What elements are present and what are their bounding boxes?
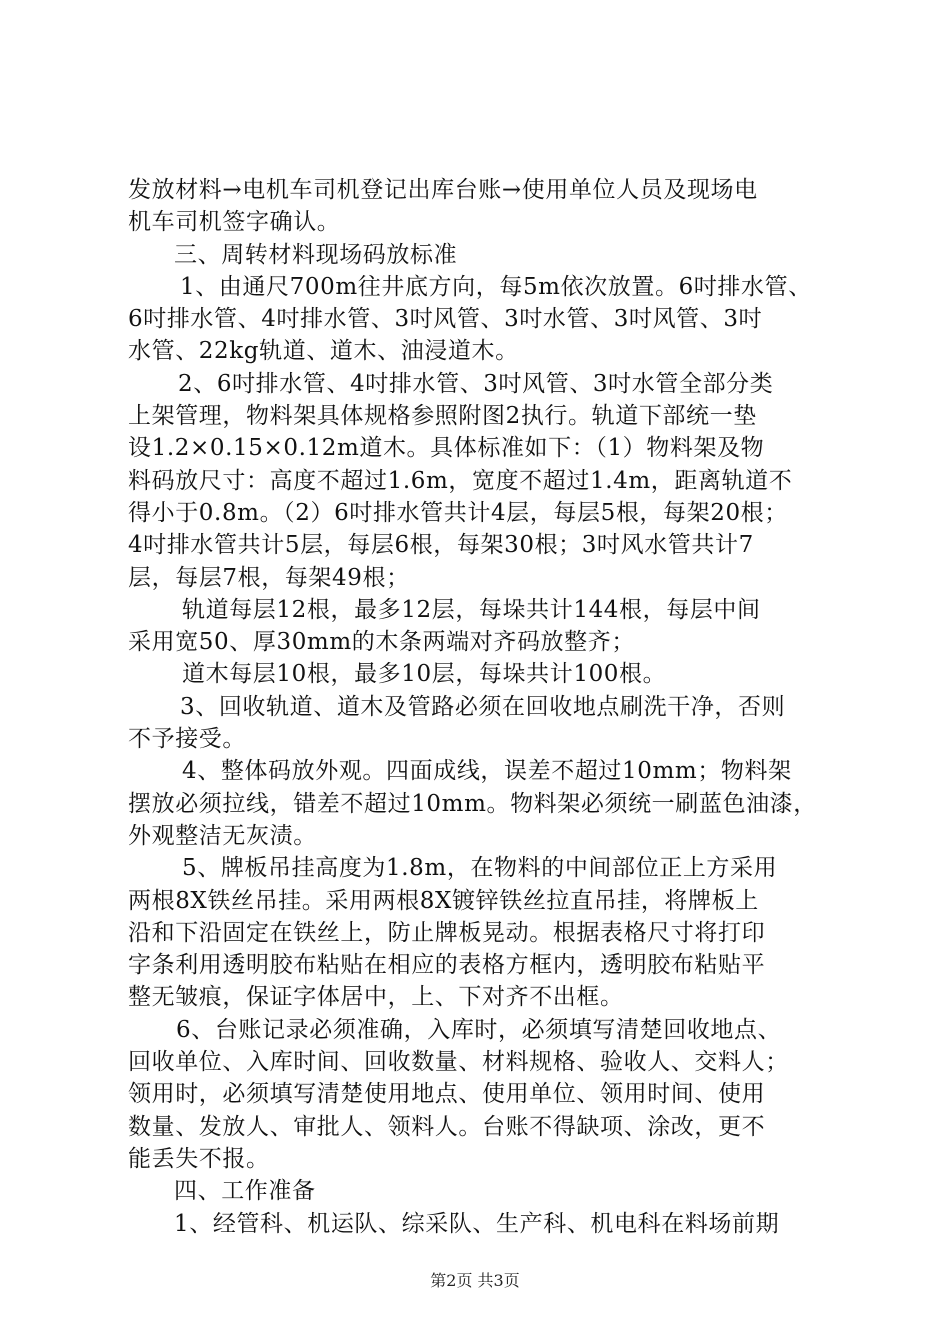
text-line: 采用宽50、厚30mm的木条两端对齐码放整齐； [128,629,635,656]
text-line: 水管、22kg轨道、道木、油浸道木。 [128,338,519,365]
text-line: 1、由通尺700m往井底方向，每5m依次放置。6吋排水管、 [180,273,812,300]
text-line: 3、回收轨道、道木及管路必须在回收地点刷洗干净，否则 [180,693,786,720]
document-body [128,174,832,1240]
text-line: 2、6吋排水管、4吋排水管、3吋风管、3吋水管全部分类 [178,370,774,397]
text-line: 层，每层7根，每架49根； [128,564,410,591]
text-line: 得小于0.8m。（2）6吋排水管共计4层，每层5根，每架20根； [128,499,788,526]
page-footer: 第2页 共3页 [430,1271,520,1290]
text-line: 不予接受。 [128,726,246,753]
text-line: 字条利用透明胶布粘贴在相应的表格方框内，透明胶布粘贴平 [128,952,766,979]
text-line: 料码放尺寸：高度不超过1.6m，宽度不超过1.4m，距离轨道不 [128,467,793,494]
text-line: 道木每层10根，最多10层，每垛共计100根。 [182,661,667,688]
text-line: 摆放必须拉线，错差不超过10mm。物料架必须统一刷蓝色油漆， [128,790,817,817]
text-line: 5、牌板吊挂高度为1.8m，在物料的中间部位正上方采用 [182,855,778,882]
text-line: 回收单位、入库时间、回收数量、材料规格、验收人、交料人； [128,1049,789,1076]
text-line: 领用时，必须填写清楚使用地点、使用单位、领用时间、使用 [128,1081,766,1108]
text-line: 四、工作准备 [174,1178,316,1205]
text-line: 发放材料→电机车司机登记出库台账→使用单位人员及现场电 [128,177,758,203]
text-line: 能丢失不报。 [128,1145,270,1172]
text-line: 1、经管科、机运队、综采队、生产科、机电科在料场前期 [174,1210,780,1237]
text-line: 设1.2×0.15×0.12m道木。具体标准如下：（1）物料架及物 [128,435,765,462]
text-line: 两根8X铁丝吊挂。采用两根8X镀锌铁丝拉直吊挂，将牌板上 [128,887,759,914]
text-line: 整无皱痕，保证字体居中，上、下对齐不出框。 [128,984,624,1011]
text-line: 6、台账记录必须准确，入库时，必须填写清楚回收地点、 [176,1016,782,1043]
text-line: 机车司机签字确认。 [128,209,341,236]
text-line: 4吋排水管共计5层，每层6根，每架30根；3吋风水管共计7 [128,532,754,559]
text-line: 数量、发放人、审批人、领料人。台账不得缺项、涂改，更不 [128,1113,766,1140]
text-line: 上架管理，物料架具体规格参照附图2执行。轨道下部统一垫 [128,403,757,430]
text-line: 三、周转材料现场码放标准 [174,241,458,268]
text-line: 沿和下沿固定在铁丝上，防止牌板晃动。根据表格尺寸将打印 [128,919,766,946]
text-line: 轨道每层12根，最多12层，每垛共计144根，每层中间 [182,596,761,623]
text-line: 4、整体码放外观。四面成线，误差不超过10mm；物料架 [182,758,792,785]
text-line: 6吋排水管、4吋排水管、3吋风管、3吋水管、3吋风管、3吋 [128,306,763,333]
text-line: 外观整洁无灰渍。 [128,822,317,849]
